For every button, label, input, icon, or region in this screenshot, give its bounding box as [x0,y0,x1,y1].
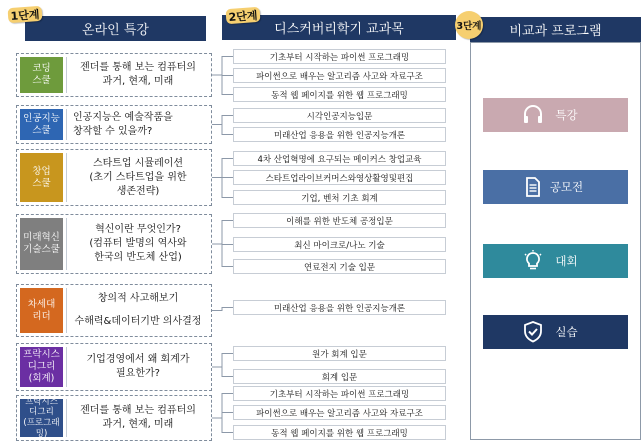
connector-line [212,75,233,95]
subject-item: 동적 웹 페이지를 위한 웹 프로그래밍 [233,87,446,102]
course-description-line: 젠더를 통해 보는 컴퓨터의 [80,405,196,416]
course-tag: 프락시스 디그리 (프로그래밍) [20,399,63,437]
stage1-title: 온라인 특강 [82,23,149,38]
course-tag: 인공지능 스쿨 [20,109,63,140]
course-description-line: (컴퓨터 발명의 역사와 [89,238,187,249]
connector-line [212,57,233,76]
program-contest [483,170,628,204]
course-description-line: 인공지능은 예술작품을 [73,111,173,123]
connector-line [212,418,233,433]
subject-item: 회계 입문 [233,369,446,384]
course-description-line: 스타트업 시뮬레이션 [92,157,184,169]
subject-item: 스타트업라이브커머스와영상활영및편집 [233,170,446,185]
connector-line [212,178,233,198]
subject-item: 동적 웹 페이지를 위한 웹 프로그래밍 [233,425,446,440]
course-description-line: 필요한가? [116,368,160,379]
course-description-line: 젠더를 통해 보는 컴퓨터의 [80,62,196,73]
program-competition [483,244,628,278]
course-description-line: 기업경영에서 왜 회계가 [86,354,190,365]
headphones-icon [521,103,545,127]
stage3-title: 비교과 프로그램 [509,24,602,39]
course-description-line: 한국의 반도체 산업) [94,252,182,263]
connector-line [212,221,233,245]
course-description-line: 생존전략) [116,185,160,197]
subject-item: 기초부터 시작하는 파이썬 프로그래밍 [233,49,446,64]
document-icon [521,175,545,199]
program-label: 실습 [555,325,578,339]
shield-check-icon [521,320,545,344]
subject-item: 파이썬으로 배우는 알고리즘 사고와 자료구조 [233,68,446,83]
subject-item: 4차 산업혁명에 요구되는 메이커스 창업교육 [233,151,446,166]
program-lecture [483,98,628,132]
course-description-line: 창작할 수 있을까? [73,125,153,137]
subject-item: 기업, 벤처 기초 회계 [233,190,446,205]
stage2-badge: 2단계 [226,7,261,24]
program-practice [483,315,628,349]
course-tag: 차세대 리더 [20,288,63,333]
program-label: 대회 [555,254,578,268]
connector-line [212,367,233,377]
subject-item: 최신 마이크로/나노 기술 [233,237,446,252]
course-description-line: 창의적 사고해보기 [97,293,179,304]
subject-item: 미래산업 응용을 위한 인공지능개론 [233,300,446,315]
stage2-title: 디스커버리학기 교과목 [274,22,404,37]
course-description-line: (초기 스타트업을 위한 [89,171,187,183]
connector-line [212,159,233,178]
course-description-line: 과거, 현재, 미래 [102,419,174,430]
course-tag: 코딩 스쿨 [20,57,63,93]
connector-line [212,354,233,368]
connector-line [212,244,233,267]
connector-line [212,413,233,419]
course-tag: 창업 스쿨 [20,153,63,202]
subject-item: 파이썬으로 배우는 알고리즘 사고와 자료구조 [233,405,446,420]
program-label: 공모전 [549,180,584,194]
course-description-line: 혁신이란 무엇인가? [95,224,181,235]
stage3-badge: 3단계 [455,11,483,39]
connector-line [212,125,233,135]
subject-item: 기초부터 시작하는 파이썬 프로그래밍 [233,386,446,401]
lightbulb-icon [521,249,545,273]
subject-item: 원가 회계 입문 [233,346,446,361]
subject-item: 이해를 위한 반도체 공정입문 [233,213,446,228]
subject-item: 연료전지 기술 입문 [233,259,446,274]
course-tag: 프락시스 디그리 (회계) [20,347,63,387]
subject-item: 시각인공지능입문 [233,108,446,123]
subject-item: 미래산업 응용을 위한 인공지능개론 [233,127,446,142]
stage1-badge: 1단계 [8,6,43,23]
course-description-line: 과거, 현재, 미래 [102,76,174,87]
course-description-line: 수해력&데이터기반 의사결정 [74,316,202,327]
program-label: 특강 [555,108,578,122]
connector-line [212,116,233,125]
course-tag: 미래혁신 기술스쿨 [20,218,63,270]
connector-line [212,308,233,311]
